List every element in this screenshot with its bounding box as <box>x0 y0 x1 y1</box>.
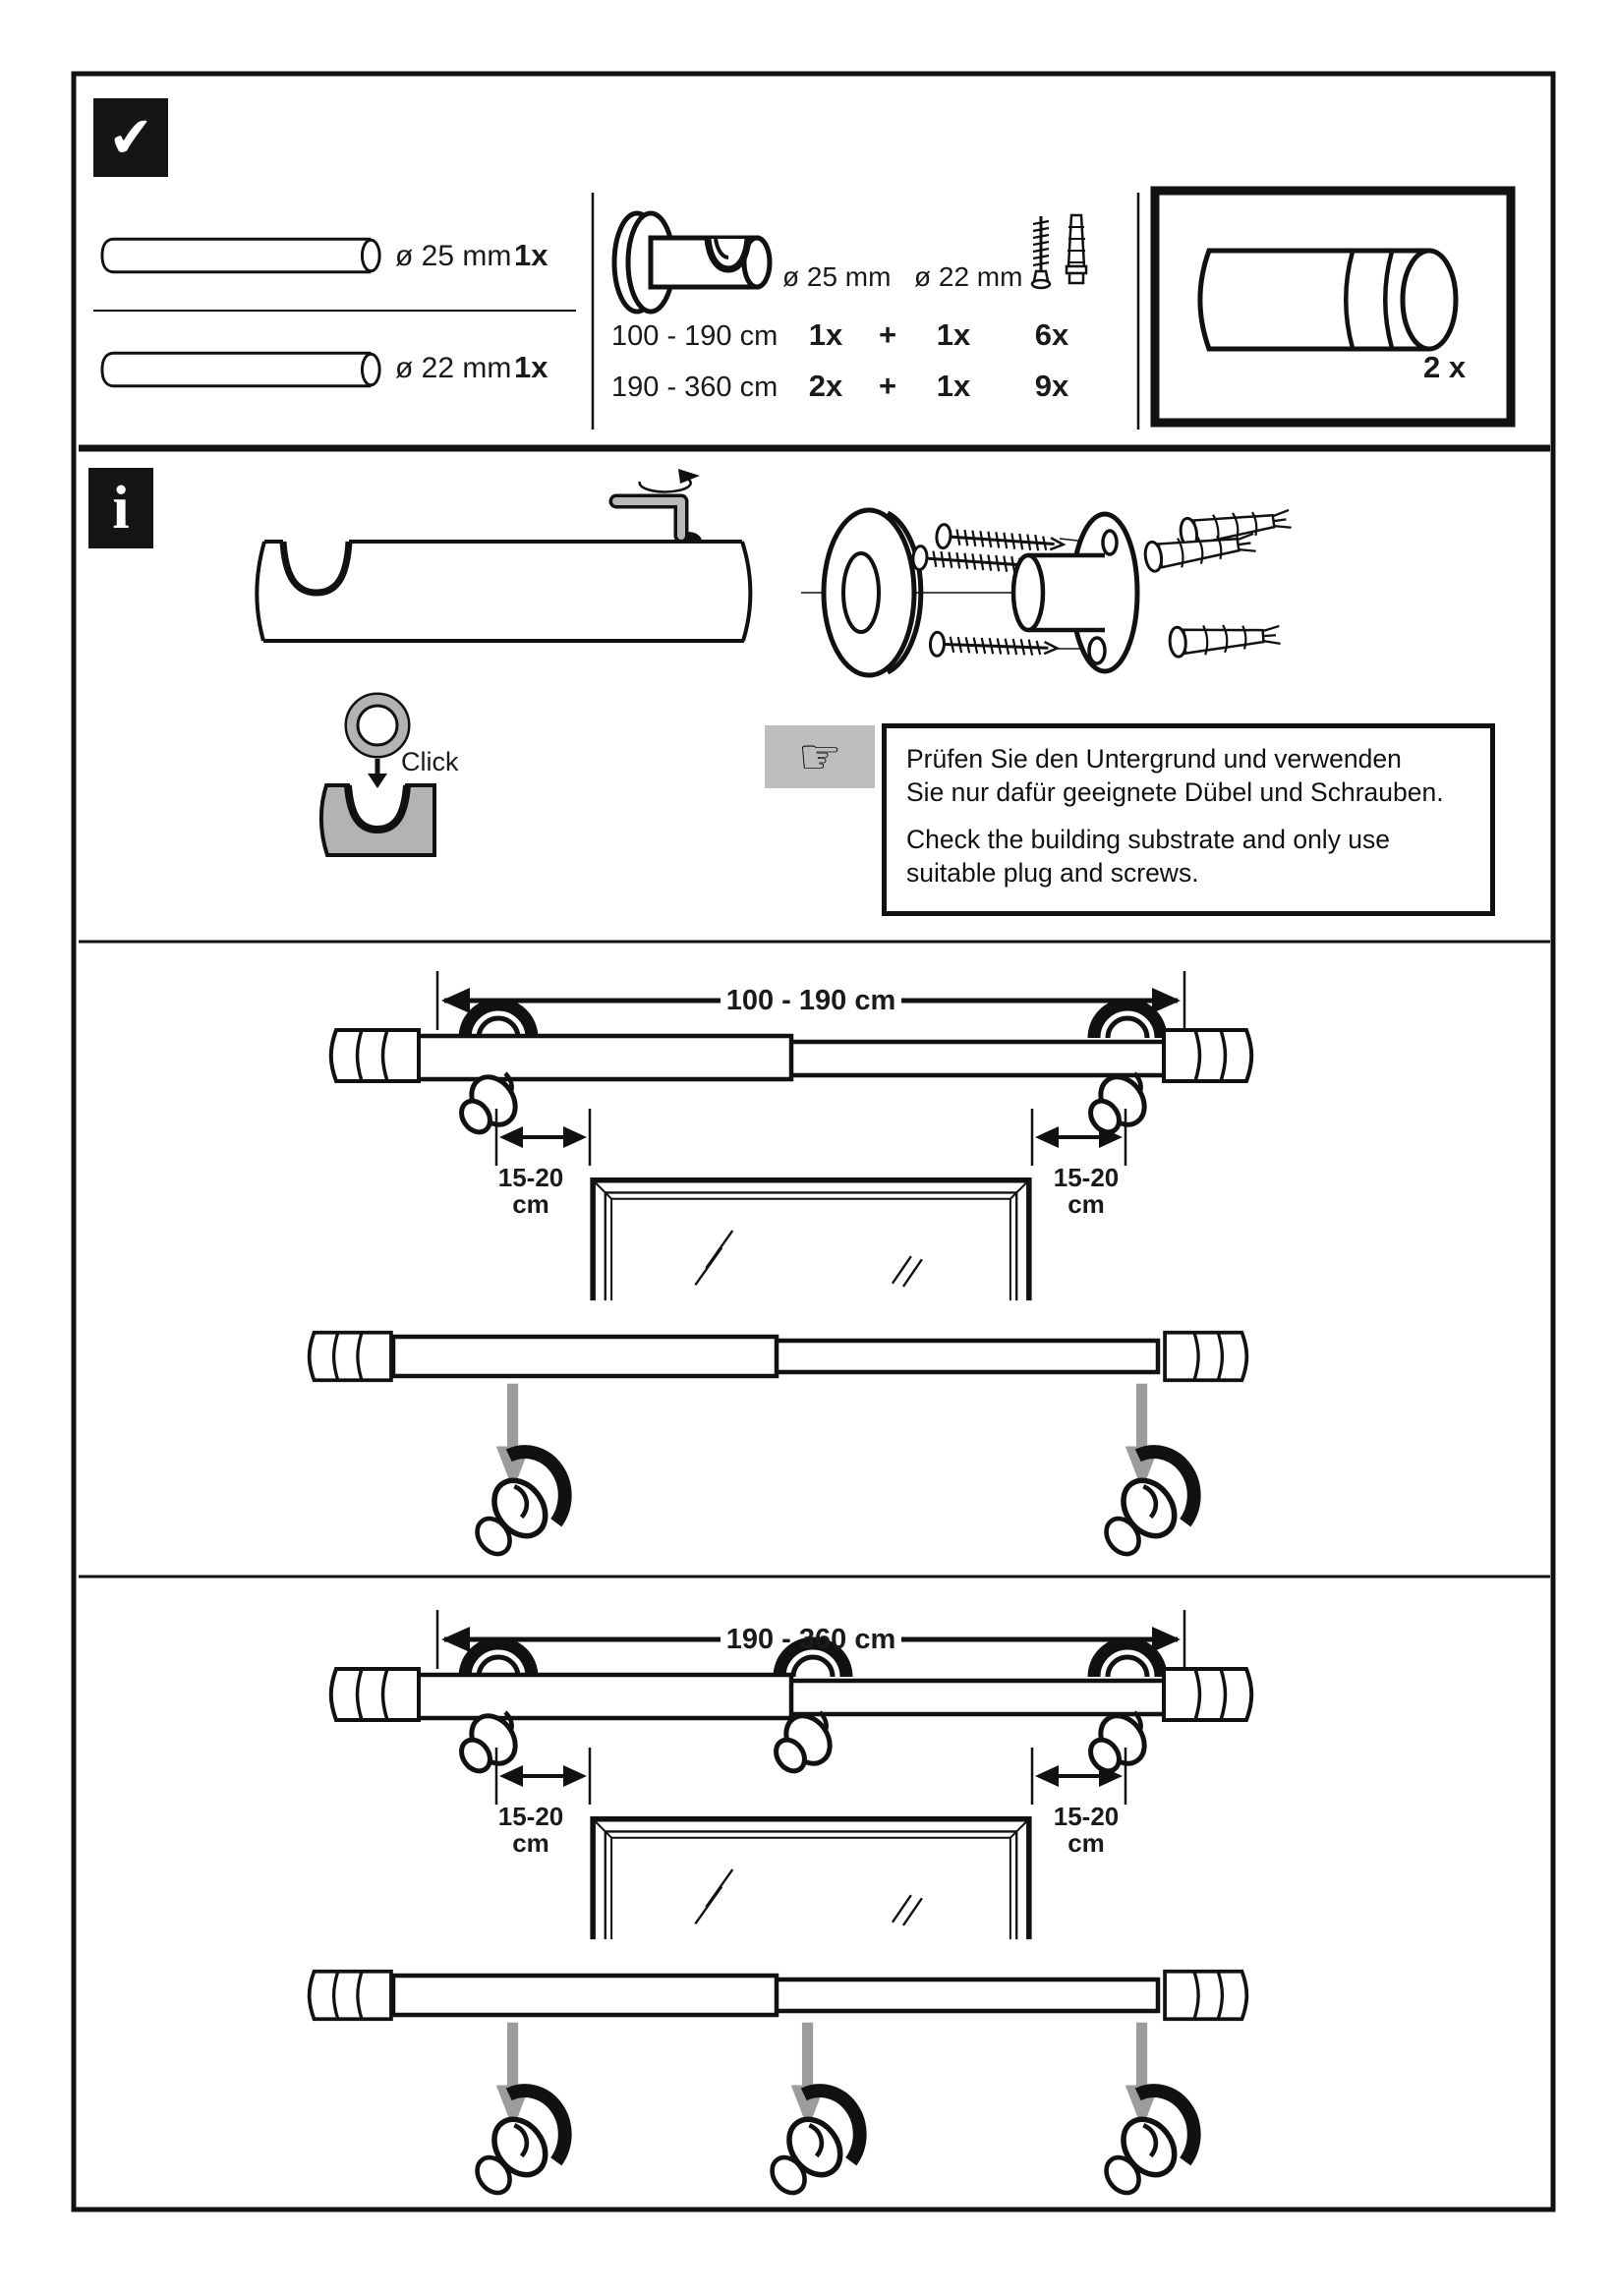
rod-22-drawing <box>102 353 379 385</box>
wall-mounting-exploded-diagram <box>801 504 1292 675</box>
table-row2-screws: 9x <box>1034 369 1069 403</box>
end-cap-left <box>331 1030 419 1081</box>
bracket-hook-right <box>1085 1707 1154 1776</box>
mounting-screw-3 <box>930 632 1058 660</box>
end-connector-drawing <box>1200 251 1456 349</box>
rod-22-label: ø 22 mm <box>395 352 512 384</box>
note-spacer <box>906 809 1471 824</box>
rod-25-qty: 1x <box>514 238 548 272</box>
end-cap-left <box>310 1972 391 2020</box>
table-row2-qty2: 1x <box>936 369 971 403</box>
offset-label-short-left: 15-20 cm <box>497 1163 564 1219</box>
rod-25-label: ø 25 mm <box>395 240 512 272</box>
table-row1-qty2: 1x <box>936 317 971 352</box>
table-row1-screws: 6x <box>1034 317 1069 352</box>
mounting-screw-1 <box>936 524 1064 556</box>
click-arrow-icon <box>368 759 387 788</box>
rotation-arrow-icon <box>640 469 700 491</box>
rod-assembled-long <box>310 1972 1247 2020</box>
checkmark-icon: ✔ <box>93 98 168 177</box>
table-header-25: ø 25 mm <box>782 261 892 292</box>
offset-label-short-right: 15-20 cm <box>1053 1163 1120 1219</box>
table-row2-plus: + <box>878 369 897 403</box>
offset-label-long-right: 15-20 cm <box>1053 1802 1120 1858</box>
wall-plug-icon <box>1067 215 1086 283</box>
note-de-line1: Prüfen Sie den Untergrund und verwenden <box>906 744 1402 774</box>
bracket-ring-left <box>465 1004 532 1038</box>
table-row1-qty1: 1x <box>808 317 843 352</box>
table-row1-plus: + <box>878 317 897 352</box>
info-icon: i <box>88 468 153 548</box>
click-label: Click <box>401 747 459 776</box>
note-en-line2: suitable plug and screws. <box>906 857 1199 888</box>
note-en-line1: Check the building substrate and only use <box>906 825 1391 854</box>
screw-icon <box>1032 216 1050 288</box>
table-header-22: ø 22 mm <box>914 261 1023 292</box>
end-cap-right <box>1165 1333 1246 1381</box>
substrate-note-box <box>882 723 1495 916</box>
mount-arrow-long-left <box>496 2023 530 2130</box>
rod-assembly-short <box>331 1004 1252 1137</box>
range-label-short: 100 - 190 cm <box>725 985 896 1016</box>
cover-ring-drawing <box>824 510 921 675</box>
end-cap-right <box>1164 1030 1251 1081</box>
rod-assembly-long <box>331 1643 1252 1776</box>
mount-arrow-long-center <box>791 2023 825 2130</box>
window-drawing-long <box>593 1819 1029 1939</box>
connector-qty: 2 x <box>1423 350 1467 384</box>
end-cap-right <box>1165 1972 1246 2020</box>
mount-arrow-short-right <box>1125 1384 1159 1491</box>
window-drawing-short <box>593 1180 1029 1300</box>
bracket-ring-right <box>1094 1004 1161 1038</box>
bracket-hook-right <box>1085 1068 1154 1137</box>
bracket-ring-right <box>1094 1643 1161 1677</box>
rod-22-qty: 1x <box>514 350 548 384</box>
end-cap-left <box>331 1669 419 1720</box>
rod-25-drawing <box>102 239 379 271</box>
table-row2-range: 190 - 360 cm <box>611 372 779 403</box>
table-row1-range: 100 - 190 cm <box>611 320 779 352</box>
allen-key-icon <box>616 501 681 536</box>
range-label-long: 190 - 360 cm <box>725 1624 896 1655</box>
end-cap-right <box>1164 1669 1251 1720</box>
notched-support-drawing <box>321 785 434 855</box>
mount-arrow-long-right <box>1125 2023 1159 2130</box>
wall-plug-3 <box>1169 620 1281 658</box>
rod-adjustment-diagram <box>257 469 750 641</box>
table-row2-qty1: 2x <box>808 369 843 403</box>
end-cap-left <box>310 1333 391 1381</box>
wall-bracket-drawing <box>614 213 770 312</box>
rod-assembled-short <box>310 1333 1247 1381</box>
offset-label-long-left: 15-20 cm <box>497 1802 564 1858</box>
hand-pointer-icon: ☞ <box>765 725 875 788</box>
note-de-line2: Sie nur dafür geeignete Dübel und Schrauben. <box>906 776 1444 807</box>
bracket-ring-left <box>465 1643 532 1677</box>
mount-arrow-short-left <box>496 1384 530 1491</box>
